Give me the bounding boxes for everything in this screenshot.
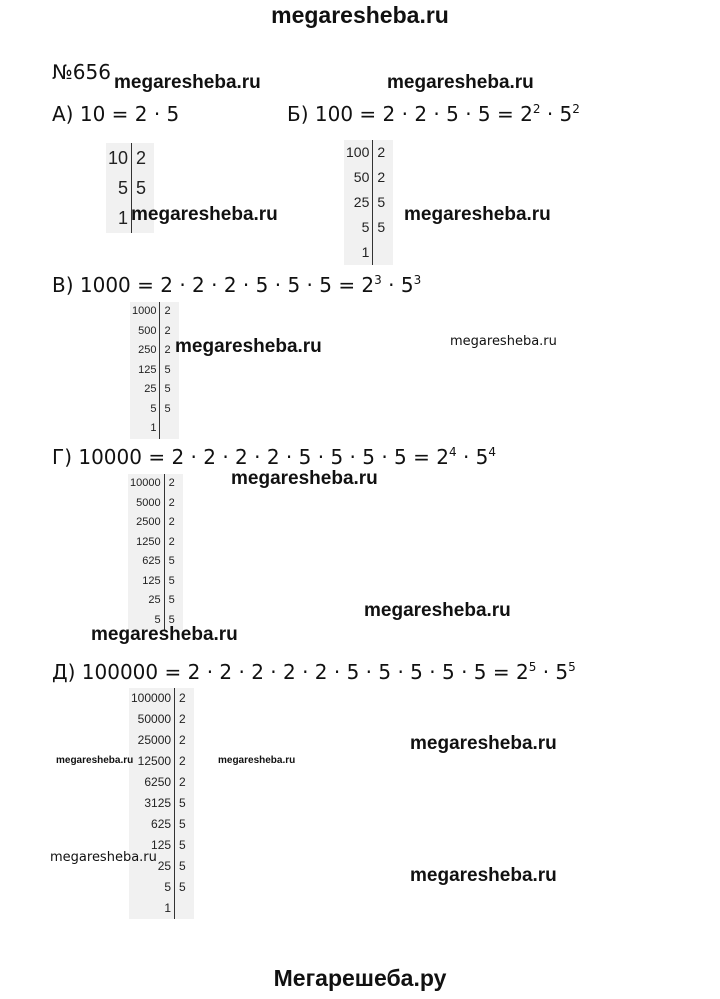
- problem-number: №656: [52, 60, 111, 84]
- factor-number: 25: [129, 856, 175, 877]
- factor-number: 125: [128, 572, 164, 592]
- factor-row: [128, 474, 183, 494]
- factor-row: [344, 215, 393, 240]
- factor-row: [129, 772, 194, 793]
- factor-number: 10: [106, 143, 132, 173]
- watermark: megaresheba.ru: [450, 334, 557, 349]
- factor-row: [128, 591, 183, 611]
- watermark: megaresheba.ru: [231, 468, 378, 489]
- factor-table-v: [130, 302, 179, 439]
- site-title: megaresheba.ru: [271, 2, 449, 28]
- factor-table-g: [128, 474, 183, 630]
- factor-number: 1: [130, 419, 160, 439]
- factor-number: 1: [344, 240, 373, 265]
- factor-divisor: 5: [179, 796, 186, 810]
- factor-row: [130, 419, 179, 439]
- factor-row: [344, 140, 393, 165]
- equation-b: [287, 102, 580, 126]
- factor-row: [129, 709, 194, 730]
- equation-v-mid: · 5: [381, 273, 414, 297]
- factor-number: 5000: [128, 494, 164, 514]
- watermark: megaresheba.ru: [387, 72, 534, 93]
- factor-row: [106, 143, 154, 173]
- factor-divisor: 2: [168, 516, 175, 528]
- factor-number: 125: [129, 835, 175, 856]
- equation-v: [52, 273, 421, 297]
- factor-number: 5: [128, 611, 164, 631]
- factor-number: 50: [344, 165, 373, 190]
- equation-b-exp1: 2: [532, 102, 541, 116]
- footer-title: Мегарешеба.ру: [273, 965, 447, 991]
- factor-number: 100000: [129, 688, 175, 709]
- watermark: megaresheba.ru: [91, 624, 238, 645]
- factor-divisor: 5: [179, 859, 186, 873]
- factor-table-d: [129, 688, 194, 919]
- equation-v-base: В) 1000 = 2 · 2 · 2 · 5 · 5 · 5 = 2: [52, 273, 375, 297]
- watermark: megaresheba.ru: [56, 755, 134, 766]
- equation-g-exp1: 4: [448, 445, 457, 459]
- equation-b-base: Б) 100 = 2 · 2 · 5 · 5 = 2: [287, 102, 533, 126]
- factor-number: 625: [128, 552, 164, 572]
- factor-number: 2500: [128, 513, 164, 533]
- factor-divisor: 2: [377, 144, 386, 160]
- factor-divisor: 2: [179, 712, 186, 726]
- factor-row: [129, 688, 194, 709]
- factor-divisor: 5: [179, 817, 186, 831]
- factor-row: [129, 877, 194, 898]
- factor-number: 500: [130, 322, 160, 342]
- factor-number: 25: [128, 591, 164, 611]
- factor-row: [130, 380, 179, 400]
- watermark: megaresheba.ru: [175, 336, 322, 357]
- factor-number: 6250: [129, 772, 175, 793]
- factor-number: 25000: [129, 730, 175, 751]
- factor-divisor: [373, 240, 393, 265]
- equation-b-exp2: 2: [572, 102, 580, 116]
- factor-row: [344, 240, 393, 265]
- factor-row: [130, 341, 179, 361]
- factor-row: [130, 400, 179, 420]
- factor-divisor: 2: [179, 754, 186, 768]
- factor-divisor: [175, 898, 194, 919]
- factor-divisor: 2: [168, 496, 175, 509]
- factor-number: 1: [129, 898, 175, 919]
- factor-divisor: 2: [164, 305, 171, 317]
- factor-divisor: 2: [179, 691, 186, 705]
- factor-number: 25: [344, 190, 373, 215]
- factor-divisor: 5: [168, 574, 175, 587]
- factor-row: [128, 494, 183, 514]
- factor-row: [130, 322, 179, 342]
- factor-number: 1: [106, 203, 132, 233]
- factor-divisor: 5: [168, 555, 175, 567]
- factor-row: [344, 165, 393, 190]
- factor-row: [129, 814, 194, 835]
- equation-g: [52, 445, 496, 469]
- equation-b-mid: · 5: [540, 102, 573, 126]
- factor-divisor: 5: [164, 363, 171, 376]
- watermark: megaresheba.ru: [218, 755, 296, 766]
- watermark: megaresheba.ru: [50, 850, 157, 865]
- factor-number: 50000: [129, 709, 175, 730]
- equation-d: [52, 660, 576, 684]
- equation-g-base: Г) 10000 = 2 · 2 · 2 · 2 · 5 · 5 · 5 · 5 = 2: [52, 445, 449, 469]
- factor-divisor: 2: [164, 324, 171, 337]
- watermark: megaresheba.ru: [114, 72, 261, 93]
- factor-number: 12500: [129, 751, 175, 772]
- factor-number: 250: [130, 341, 160, 361]
- factor-divisor: 5: [377, 194, 386, 210]
- factor-divisor: 5: [179, 838, 186, 852]
- factor-number: 625: [129, 814, 175, 835]
- factor-divisor: 2: [164, 344, 171, 356]
- factor-row: [129, 730, 194, 751]
- factor-divisor: 2: [168, 535, 175, 548]
- factor-row: [128, 513, 183, 533]
- equation-g-mid: · 5: [456, 445, 489, 469]
- equation-g-exp2: 4: [488, 445, 497, 459]
- factor-divisor: 5: [168, 613, 175, 626]
- factor-number: 25: [130, 380, 160, 400]
- factor-divisor: 5: [377, 219, 386, 235]
- watermark: megaresheba.ru: [410, 865, 557, 886]
- factor-number: 1000: [130, 302, 160, 322]
- factor-row: [106, 173, 154, 203]
- factor-divisor: 5: [136, 178, 147, 198]
- factor-number: 100: [344, 140, 373, 165]
- factor-number: 125: [130, 361, 160, 381]
- factor-row: [130, 361, 179, 381]
- factor-row: [128, 533, 183, 553]
- equation-d-base: Д) 100000 = 2 · 2 · 2 · 2 · 2 · 5 · 5 · 5 · 5 · 5 = 2: [52, 660, 529, 684]
- factor-row: [129, 793, 194, 814]
- factor-row: [130, 302, 179, 322]
- factor-divisor: 2: [377, 169, 386, 185]
- factor-number: 5: [106, 173, 132, 203]
- factor-table-b: [344, 140, 393, 265]
- factor-number: 3125: [129, 793, 175, 814]
- factor-divisor: 5: [164, 383, 171, 395]
- factor-number: 5: [130, 400, 160, 420]
- factor-divisor: 2: [136, 148, 147, 168]
- factor-row: [128, 572, 183, 592]
- equation-v-exp2: 3: [413, 273, 422, 287]
- watermark: megaresheba.ru: [404, 204, 551, 225]
- factor-row: [129, 751, 194, 772]
- equation-d-mid: · 5: [536, 660, 569, 684]
- factor-number: 10000: [128, 474, 164, 494]
- factor-divisor: 2: [179, 775, 186, 789]
- factor-divisor: 2: [179, 733, 186, 747]
- watermark: megaresheba.ru: [364, 600, 511, 621]
- watermark: megaresheba.ru: [131, 204, 278, 225]
- equation-d-exp2: 5: [568, 660, 576, 674]
- factor-divisor: 2: [168, 477, 175, 489]
- factor-number: 5: [129, 877, 175, 898]
- equation-a: А) 10 = 2 · 5: [52, 102, 180, 126]
- factor-divisor: 5: [164, 402, 171, 415]
- factor-number: 5: [344, 215, 373, 240]
- factor-number: 1250: [128, 533, 164, 553]
- factor-divisor: 5: [179, 880, 186, 894]
- factor-divisor: [160, 419, 179, 439]
- equation-d-exp1: 5: [528, 660, 537, 674]
- equation-v-exp1: 3: [374, 273, 382, 287]
- factor-row: [344, 190, 393, 215]
- factor-divisor: 5: [168, 594, 175, 606]
- watermark: megaresheba.ru: [410, 733, 557, 754]
- factor-row: [129, 898, 194, 919]
- factor-row: [128, 552, 183, 572]
